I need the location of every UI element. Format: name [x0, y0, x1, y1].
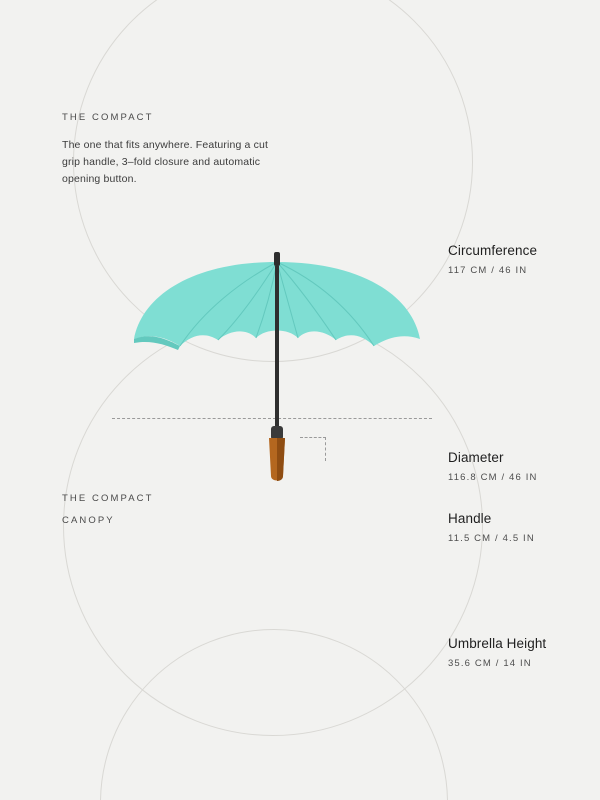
spec-handle-title: Handle — [448, 511, 492, 526]
spec-diameter-title: Diameter — [448, 450, 504, 465]
spec-umbrella-height-value: 35.6 CM / 14 IN — [448, 658, 532, 669]
umbrella-illustration — [112, 236, 442, 486]
canopy-label-line-2: CANOPY — [62, 514, 115, 526]
spec-handle-value: 11.5 CM / 4.5 IN — [448, 533, 535, 544]
spec-umbrella-height-title: Umbrella Height — [448, 636, 547, 651]
intro-block — [62, 112, 282, 188]
spec-umbrella-height — [448, 636, 588, 669]
canopy-label — [62, 488, 212, 532]
spec-diameter — [448, 450, 588, 483]
spec-circumference-value: 117 CM / 46 IN — [448, 265, 528, 276]
intro-description: The one that fits anywhere. Featuring a cut grip handle, 3–fold closure and automatic opening button. — [62, 139, 269, 185]
spec-circumference-title: Circumference — [448, 243, 538, 258]
spec-diameter-value: 116.8 CM / 46 IN — [448, 472, 538, 483]
auto-open-collar — [271, 426, 283, 440]
umbrella-shaft — [275, 266, 279, 444]
spec-circumference — [448, 243, 588, 276]
canopy-finial — [274, 252, 280, 266]
intro-kicker: THE COMPACT — [62, 112, 154, 123]
handle-shade — [277, 438, 285, 481]
canopy-label-line-1: THE COMPACT — [62, 493, 154, 504]
spec-handle — [448, 511, 588, 544]
